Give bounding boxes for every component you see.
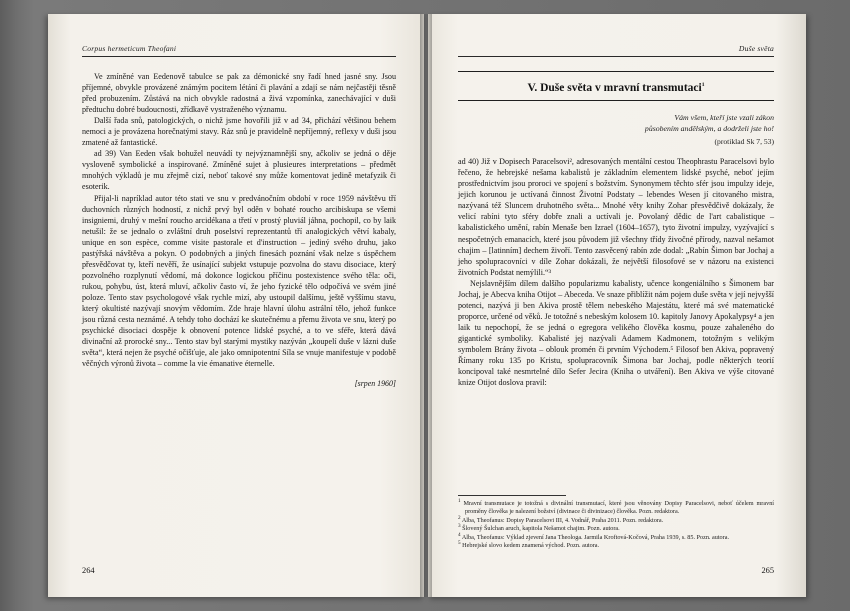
folio-left: 264 [82, 566, 95, 575]
book-gutter [420, 14, 432, 597]
footnote [458, 531, 774, 542]
folio-right: 265 [761, 566, 774, 575]
header-rule-left [82, 56, 396, 57]
footnote-text: Alba, Theofanus: Výklad zjevení Jana Theologa. Jarmila Kroftová-Kočová, Praha 1939, s. 85. Pozn. autora. [461, 533, 730, 541]
footnote-text: Alba, Theofanus: Dopisy Paracelsovi III, 4. Vodnář, Praha 2011. Pozn. redaktora. [461, 516, 664, 524]
dateline: [srpen 1960] [354, 379, 396, 389]
footnote-marker: 1 [458, 497, 461, 504]
chapter-title-text: V. Duše světa v mravní transmutaci [527, 82, 702, 94]
header-rule-right [458, 56, 774, 57]
footnote-marker: 4 [458, 531, 461, 538]
footnote-marker: 3 [458, 523, 461, 530]
footnote [458, 497, 775, 516]
chapter-rule-bottom [458, 100, 774, 101]
chapter-rule-top [458, 71, 774, 72]
paragraph: ad 40) Již v Dopisech Paracelsovi², adresovaných mentální cestou Theophrastu Paracelsovi bylo řečeno, že hebrejské nešama kabalistů je základním elementem lidské psyché, neboť jejím prostřednictvím jsou proroci ve spojení s božstvím. Synonymem těchto sfér jsou impulzy ideje, jejich korunou je uctívaná činnost Životní Podstaty – lebendes Wesen jí citovaného mistra, nazývaná též Sluncem druhotného světa... Mnohé věty knihy Zohar přesvědčivě dokázaly, že velicí rabíni tyto sféry dobře znali a uctívali je. Povolaný dědic de l'art cabalistique – kabalistického umění, rabín Menaše ben Izrael (1604–1657), tyto životní impulzy, vyzývající s nespočetných emanacích, které jsou původem již všechny třídy živočné přírody, nazval nešamot chajim – [latinním] dechem živoří. Tento zasvěcený rabín zde dodal: „Rabín Šimon bar Jochaj a jeho spolupracovníci v díle Zohar dokázali, že největší filosofové se v názoru na existenci životních Podstat nemýlili.“³ [458, 157, 774, 277]
chapter-title [458, 82, 774, 94]
chapter-title-footnote-marker: 1 [701, 82, 705, 89]
paragraph: ad 39) Van Eeden však bohužel neuvádí ty nejvýznamnější sny, ačkoliv se jedná o děje vysloveně symbolické a inspirované. Zmíněné sujet à plusieures interpretations – předmět mnohých výkladů je mu zřejmě cizí, neboť takové sny může komentovat jedině metafyzik či esoterik. [82, 149, 396, 192]
body-text-right [458, 156, 774, 388]
epigraph-line: Vám všem, kteří jste vzali zákon [674, 113, 774, 122]
epigraph-line: působením andělským, a dodrželi jste ho! [644, 123, 774, 133]
footnote [458, 542, 774, 550]
page-right-content [458, 44, 774, 388]
running-head-left: Corpus hermeticum Theofani [82, 44, 177, 53]
paragraph: Další řada snů, patologických, o nichž jsme hovořili již v ad 34, přichází většinou behem nemoci a je provázena horečnatými stavy. Ráz snů je pravidelně nepříjemný, reflexy v duši jsou zmatené až fantastické. [82, 116, 396, 148]
running-head-right: Duše světa [738, 44, 774, 53]
page-left-content [82, 44, 396, 389]
footnote-marker: 2 [458, 514, 461, 521]
page-right [428, 14, 806, 597]
footnote-text: Hebrejské slovo kedem znamená východ. Pozn. autora. [462, 542, 600, 550]
paragraph: Přijal-li napríklad autor této stati ve snu v predvánočním období v roce 1959 návštěvu tří duchovních různých hodností, z nichž prvý byl oděn v bohaté roucho arcibiskupa se všemi insigniemi, druhý v mešní roucho arcidékana a třetí v prostý pluviál jáhna, pochopil, co by laik netušil: že se jednalo o zvláštní druh poselství reprezentantů tří analogických větví kabaly, unique en son espèce, comme visite pastorale et d'instruction – jediný svého druhu, jako pastýřská návštěva a pokyn. O podobných a jiných finesách poznání však nelze s úspěchem přesvědčovat ty, kteří nevěří, že usínající subjekt vstupuje pozvolna do stavu disociace, který pozvolného rozplynutí vědomí, má dokonce logickou příčinu postexistence svého těla: oči, rukou, pohybu, úst, která mluví, ačkoliv často ví, že jeho fyzické tělo odpočívá ve svém jiné poloze. Tento stav psychologové však rychle mizí, aby ustoupil dalšímu, ještě vyššímu stavu, který okultisté nazývají snovým vědomím. Zde hraje hlavní úlohu astrální tělo, jehož funkce jsou různá cesta neznámé. A tehdy toho dochází ke skutečnému a přemu života ve snu, který po psychické disociaci dospěje k obnovení potence lidské psyché, a to ve sféře, která dává divinační až prorocké sny... Tento stav byl starými mystiky nazýván „koupelí duše v lázni duše světa“, která nejen že psyché očišťuje, ale jako omnipotentní Síla se vnuje manifestuje v podobě věčných výronů života – comme la vie émanative éternelle. [82, 193, 396, 369]
footnote-marker: 5 [458, 540, 461, 547]
footnote-text: Šlovený Šulchan aruch, kapitola Nešamot chajim. Pozn. autora. [462, 525, 620, 533]
footnote-text: Mravní transmutace je totožná s divinální transmutací, které jsou věnovány Dopisy Paracelsovi, neboť účelem mravní proměny člověka je nalezení božství (divinace či divinizace) člověka. Pozn. redaktora. [463, 499, 775, 516]
paragraph: Ve zmíněné van Eedenově tabulce se pak za démonické sny řadí hned jasné sny. Jsou příjemné, obvykle provázené známým pocitem létání či plavání a zdají se nám nejčastěji těsně před probuzením. Zůstává na nich obvykle radostná a živá vzpomínka, zanechávající v duši předtuchu dobré budoucnosti, zřídkavě vystraženého významu. [82, 72, 396, 115]
footnote [458, 525, 774, 533]
page-left [48, 14, 424, 597]
epigraph-source: (protiklad Sk 7, 53) [714, 137, 774, 147]
paragraph: Nejslavnějším dílem dalšího popularizmu kabalisty, učence kongeniálního s Šimonem bar Jochaj, je Abecva kniha Otijot – Abeceda. Ve snaze přiblížit nám pojem duše světa v její nejvyšší potenci, nazývá ji ben Akiva prostě tělem nebeského Majestátu, které má své matematické proporce, určené od věků. Je totožné s nebeským kolosem 10. kapitoly Janovy Apokalypsy⁴ a jen laik tu nepochopí, že se jedná o egregora velikého člověka kosmu, pouze zahaleného do gigantické symboliky. Kabalisté jej nazývali Adamem Kadmonem, totožným s velikým symbolem Brány života – oblouk promén či prvním Východem.⁵ Filosof ben Akiva, popravený Římany roku 135 po Kristu, spolupracovník Šimona bar Jochaj, podle některých teorií koncipoval také nesmrtelné dílo Sefer Jecira (Kniha o utváření). Ben Akiva ve výše citované knize Otijot doslova pravil: [458, 278, 774, 388]
footnotes-right [458, 495, 774, 551]
footnote [458, 514, 774, 525]
epigraph [458, 113, 774, 134]
footnote-separator [458, 495, 566, 496]
body-text-left [82, 71, 396, 389]
